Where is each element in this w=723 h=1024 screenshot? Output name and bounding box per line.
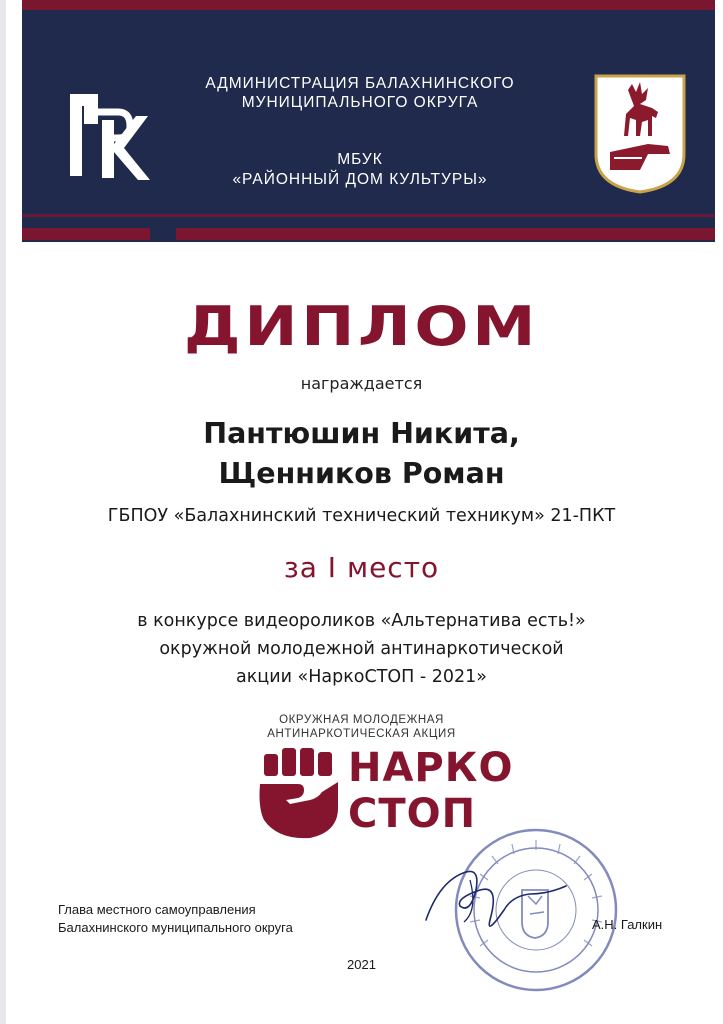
official-position <box>58 901 378 937</box>
header-bottom-stripe-right <box>176 228 715 240</box>
contest-description <box>0 607 723 691</box>
header-top-stripe <box>22 0 715 10</box>
org-line-2: «РАЙОННЫЙ ДОМ КУЛЬТУРЫ» <box>232 171 488 188</box>
issue-year: 2021 <box>347 957 376 972</box>
campaign-line-2: АНТИНАРКОТИЧЕСКАЯ АКЦИЯ <box>267 728 456 740</box>
diploma-title: ДИПЛОМ <box>183 295 540 358</box>
place-award: за I место <box>283 551 440 584</box>
narko-brand-text: НАРКО <box>348 745 514 791</box>
contest-line-1: в конкурсе видеороликов «Альтернатива есть!» <box>137 611 586 631</box>
position-line-2: Балахнинского муниципального округа <box>58 920 293 935</box>
contest-line-3: акции «НаркоСТОП - 2021» <box>235 667 487 687</box>
header-bottom-stripe-left <box>22 228 150 240</box>
campaign-caption <box>0 713 723 741</box>
admin-line-2: МУНИЦИПАЛЬНОГО ОКРУГА <box>241 94 479 111</box>
fist-icon <box>258 748 342 840</box>
rdk-logo-icon <box>58 86 154 182</box>
institution-name: ГБПОУ «Балахнинский технический техникум» 21-ПКТ <box>107 506 616 526</box>
campaign-line-1: ОКРУЖНАЯ МОЛОДЕЖНАЯ <box>279 714 444 726</box>
position-line-1: Глава местного самоуправления <box>58 902 256 917</box>
contest-line-2: окружной молодежной антинаркотической <box>159 639 564 659</box>
signature-icon <box>420 850 570 940</box>
header-divider-line <box>22 214 715 217</box>
awarded-text: награждается <box>300 374 423 393</box>
organization-title <box>185 150 535 190</box>
recipient-name-1: Пантюшин Никита, <box>203 417 520 450</box>
signer-name: А.Н. Галкин <box>592 917 663 932</box>
admin-line-1: АДМИНИСТРАЦИЯ БАЛАХНИНСКОГО <box>205 75 515 92</box>
administration-title <box>185 74 535 112</box>
org-line-1: МБУК <box>337 151 383 168</box>
coat-of-arms-icon <box>594 74 686 194</box>
recipient-names <box>0 414 723 494</box>
stop-brand-text: СТОП <box>348 791 477 837</box>
recipient-name-2: Щенников Роман <box>218 457 505 490</box>
